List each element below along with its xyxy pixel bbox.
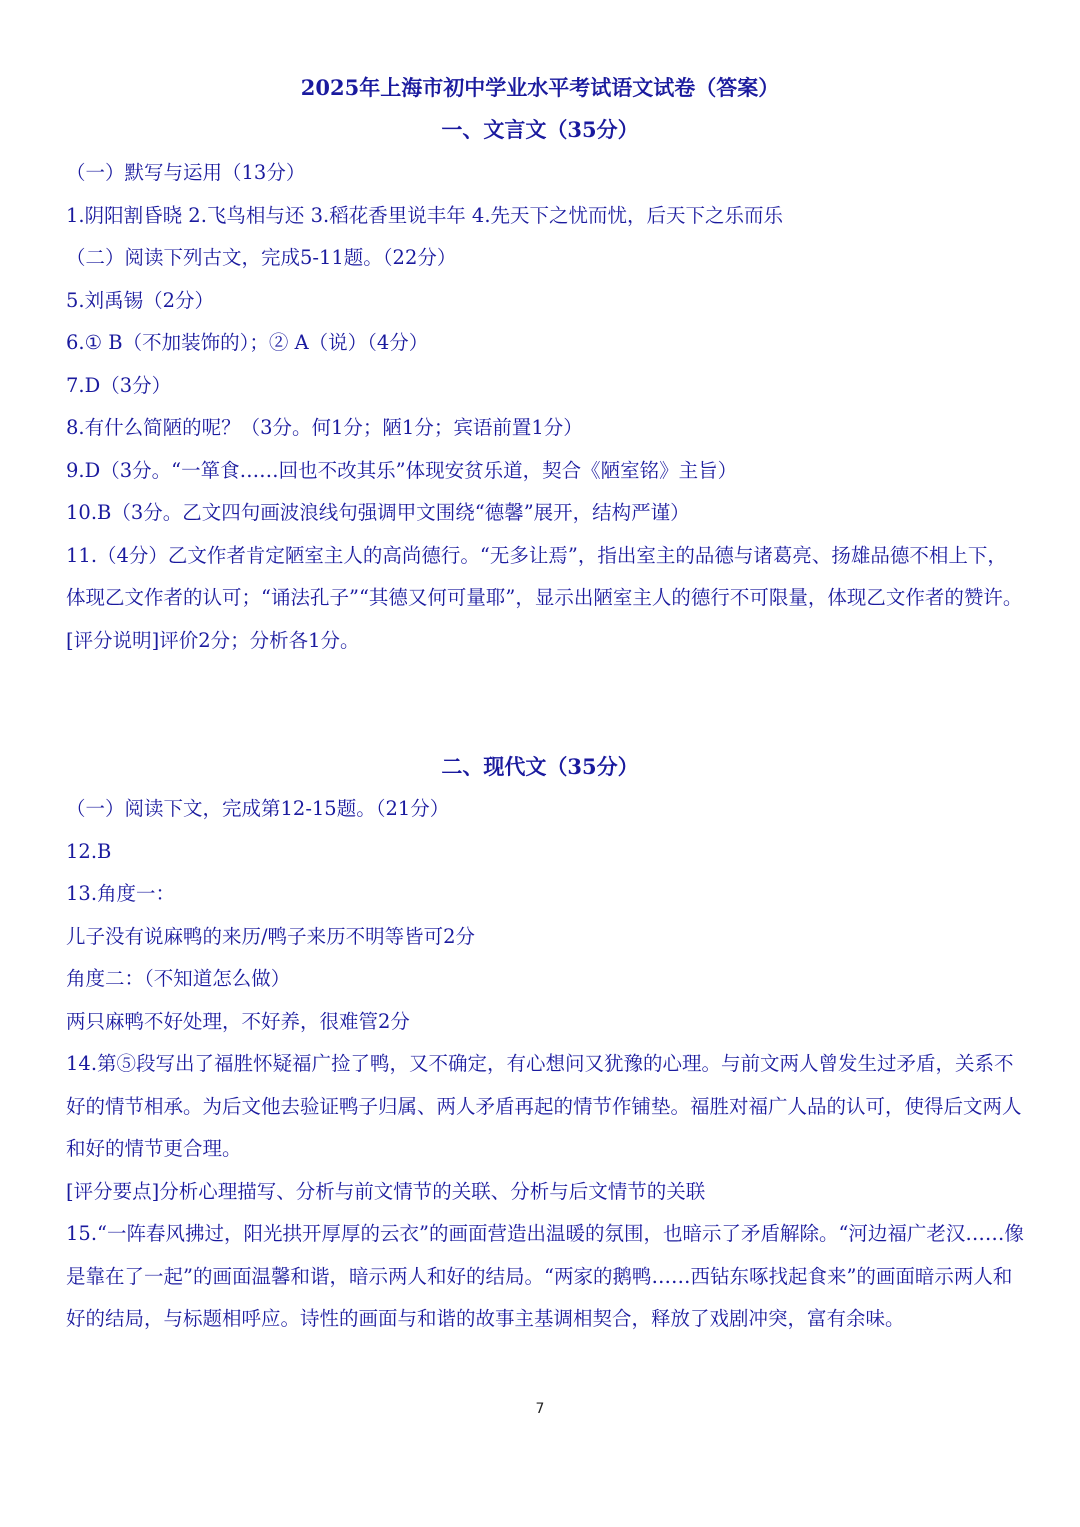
answer-line: 5.刘禹锡（2分） bbox=[66, 288, 215, 312]
answer-line: 12.B bbox=[66, 839, 112, 863]
answer-line: 7.D（3分） bbox=[66, 373, 172, 397]
section-modern-content bbox=[66, 788, 1026, 1341]
scoring-note: [评分要点]分析心理描写、分析与前文情节的关联、分析与后文情节的关联 bbox=[66, 1179, 706, 1203]
answer-line: 10.B（3分。乙文四句画波浪线句强调甲文围绕“德馨”展开，结构严谨） bbox=[66, 501, 690, 524]
subsection-heading: （一）默写与运用（13分） bbox=[66, 161, 306, 184]
answer-line: 8.有什么简陋的呢？（3分。何1分；陋1分；宾语前置1分） bbox=[66, 416, 583, 439]
answer-line: 角度二：（不知道怎么做） bbox=[66, 967, 291, 990]
section-heading-modern: 二、现代文（35分） bbox=[441, 754, 639, 779]
answer-paragraph: 11.（4分）乙文作者肯定陋室主人的高尚德行。“无多让焉”，指出室主的品德与诸葛亮、扬雄品德不相上下，体现乙文作者的认可；“诵法孔子”“其德又何可量耶”，显示出陋室主人的德行不可限量，体现乙文作者的赞许。 bbox=[66, 543, 1023, 609]
answer-line: 儿子没有说麻鸭的来历/鸭子来历不明等皆可2分 bbox=[66, 924, 475, 948]
document-title: 2025年上海市初中学业水平考试语文试卷（答案） bbox=[300, 75, 780, 100]
answer-line: 1.阴阳割昏晓 2.飞鸟相与还 3.稻花香里说丰年 4.先天下之忧而忧，后天下之乐而乐 bbox=[66, 203, 784, 227]
subsection-heading: （一）阅读下文，完成第12-15题。（21分） bbox=[66, 797, 450, 820]
subsection-heading: （二）阅读下列古文，完成5-11题。（22分） bbox=[66, 246, 457, 269]
answer-line: 两只麻鸭不好处理，不好养，很难管2分 bbox=[66, 1009, 410, 1033]
answer-line: 9.D（3分。“一箪食……回也不改其乐”体现安贫乐道，契合《陋室铭》主旨） bbox=[66, 458, 738, 482]
page-number: 7 bbox=[535, 1401, 545, 1417]
answer-line: 6.① B（不加装饰的）；② A（说）（4分） bbox=[66, 331, 429, 354]
scoring-note: [评分说明]评价2分；分析各1分。 bbox=[66, 628, 360, 652]
answer-line: 13.角度一： bbox=[66, 882, 176, 905]
answer-paragraph: 15.“一阵春风拂过，阳光拱开厚厚的云衣”的画面营造出温暖的氛围，也暗示了矛盾解除。“河边福广老汉……像是靠在了一起”的画面温馨和谐，暗示两人和好的结局。“两家的鹅鸭……西钻东啄找起食来”的画面暗示两人和好的结局，与标题相呼应。诗性的画面与和谐的故事主基调相契合，释放了戏剧冲突，富有余味。 bbox=[66, 1222, 1024, 1330]
section-classical-content bbox=[66, 152, 1026, 662]
section-heading-classical: 一、文言文（35分） bbox=[441, 117, 639, 142]
answer-paragraph: 14.第⑤段写出了福胜怀疑福广捡了鸭，又不确定，有心想问又犹豫的心理。与前文两人曾发生过矛盾，关系不好的情节相承。为后文他去验证鸭子归属、两人矛盾再起的情节作铺垫。福胜对福广人品的认可，使得后文两人和好的情节更合理。 bbox=[66, 1052, 1022, 1160]
